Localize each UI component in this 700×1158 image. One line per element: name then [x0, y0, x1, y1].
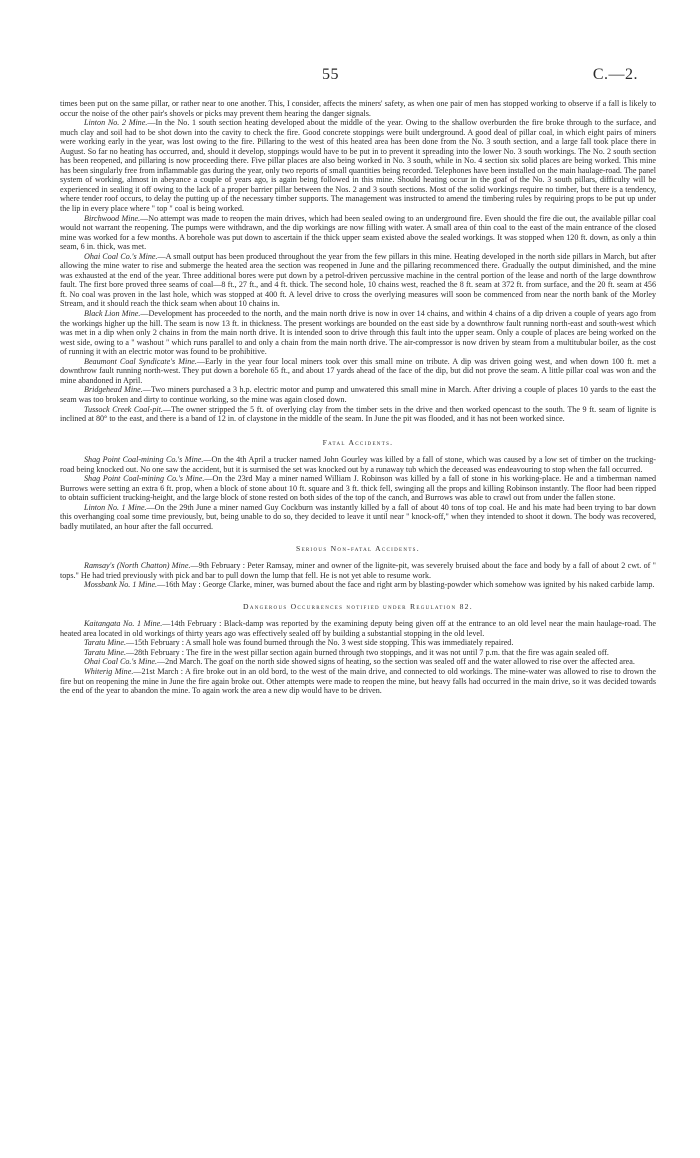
occurrence-paragraph: [60, 667, 656, 696]
accident-paragraph: [60, 455, 656, 474]
mine-paragraph-bridgehead: [60, 385, 656, 404]
mine-paragraph-linton-2: [60, 118, 656, 213]
paragraph-text: —16th May : George Clarke, miner, was burned about the face and right arm by blasting-powder which somehow was ignited by his naked carbide lamp.: [157, 580, 655, 590]
mine-paragraph-birchwood: [60, 214, 656, 252]
occurrence-paragraph: [60, 648, 656, 658]
page-header: [0, 66, 700, 90]
occurrence-paragraph: [60, 638, 656, 648]
paragraph-text: —On the 4th April a trucker named John Gourley was killed by a fall of stone, which was caused by a low set of timber on the trucking-road being knocked out. No one saw the accident, but it is surmised the set was knocked out by a runaway tub which the deceased was endeavouring to stop when the fall occurred.: [60, 455, 656, 474]
paragraph-text: —14th February : Black-damp was reported by the examining deputy being given off at the entrance to an old level near the main haulage-road. The heated area located in old workings of thirty years ago was effectively sealed off by building a substantial stopping in the old level.: [60, 619, 656, 638]
paragraph-text: —15th February : A small hole was found burned through the No. 3 west side stopping. This was immediately repaired.: [125, 638, 514, 648]
mine-name: Tussock Creek Coal-pit.: [84, 404, 163, 414]
opening-paragraph: times been put on the same pillar, or rather near to one another. This, I consider, affects the miners' safety, as when one pair of men has stopped working to observe if a fall is likely to occur the noise of the other pair's shovels or picks may prevent them hearing the danger signals.: [60, 99, 656, 118]
mine-name: Taratu Mine.: [84, 647, 126, 657]
accident-paragraph: [60, 580, 656, 590]
page-number: 55: [322, 66, 339, 83]
mine-name: Black Lion Mine.: [84, 309, 141, 319]
mine-name: Shag Point Coal-mining Co.'s Mine.: [84, 474, 205, 484]
paragraph-text: —The owner stripped the 5 ft. of overlying clay from the timber sets in the drive and then worked opencast to the south. The 9 ft. seam of lignite is inclined at 80° to the east, and there is a band of 12 in. of claystone in the middle of the seam. In June the pit was flooded, and it has not been worked since.: [60, 404, 656, 424]
occurrence-paragraph: [60, 657, 656, 667]
mine-name: Linton No. 1 Mine.: [84, 502, 147, 512]
section-heading-serious-accidents: Serious Non-fatal Accidents.: [296, 543, 420, 553]
mine-name: Linton No. 2 Mine.: [84, 118, 148, 128]
mine-name: Kaitangata No. 1 Mine.: [84, 619, 163, 629]
paragraph-text: —Two miners purchased a 3 h.p. electric motor and pump and unwatered this small mine in March. After driving a couple of places 10 yards to the east the seam was too broken and dirty to continue working, so the mine was again closed down.: [60, 385, 656, 404]
section-heading-fatal-accidents: Fatal Accidents.: [322, 437, 394, 447]
mine-name: Beaumont Coal Syndicate's Mine.: [84, 356, 197, 366]
mine-paragraph-tussock-creek: [60, 405, 656, 424]
paragraph-text: —28th February : The fire in the west pillar section again burned through two stoppings, and it was not until 7 p.m. that the fire was again sealed off.: [125, 647, 609, 657]
mine-name: Ramsay's (North Chatton) Mine.: [84, 561, 191, 571]
report-body: [60, 99, 656, 696]
accident-paragraph: [60, 474, 656, 503]
section-code: C.—2.: [592, 66, 638, 83]
paragraph-text: —21st March : A fire broke out in an old bord, to the west of the main drive, and connected to old workings. The mine-water was allowed to rise to drown the fire but on reopening the mine in June the fire again broke out. Other attempts were made to reopen the mine, but heavy falls had occurred in the main drive, so it was decided towards the end of the year to abandon the mine. To again work the area a new dip would have to be driven.: [60, 666, 656, 696]
mine-name: Ohai Coal Co.'s Mine.: [84, 251, 158, 261]
occurrence-paragraph: [60, 619, 656, 638]
mine-name: Birchwood Mine.: [84, 213, 141, 223]
mine-name: Shag Point Coal-mining Co.'s Mine.: [84, 455, 204, 465]
paragraph-text: —A small output has been produced throughout the year from the few pillars in this mine. Heating developed in the north side pillars in March, but after allowing the mine water to rise and submerge the heated area the section was reopened in June and the pillaring recommenced there. Gradually the output diminished, and the mine was exhausted at the end of the year. Three additional bores were put down by a petrol-driven percussive machine in the central portion of the lease and north of the large downthrow fault. The first bore proved three seams of coal—8 ft., 27 ft., and 4 ft. thick. The second hole, 10 chains west, reached the 8 ft. seam at 372 ft. from surface, and the 20 ft. seam at 456 ft. No coal was proven in the last hole, which was stopped at 400 ft. A level drive to cross the overlying measures will soon be commenced from near the north bank of the Morley Stream, and it should reach the thick seam when about 10 chains in.: [60, 251, 656, 309]
mine-paragraph-beaumont: [60, 357, 656, 386]
section-heading-dangerous-occurrences: Dangerous Occurrences notified under Regulation 82.: [243, 601, 473, 611]
paragraph-text: —9th February : Peter Ramsay, miner and owner of the lignite-pit, was severely bruised about the face and body by a fall of about 2 cwt. of " tops." He had tried previously with pick and bar to pull down the lump that fell. He is not yet able to resume work.: [60, 561, 656, 580]
paragraph-text: —2nd March. The goaf on the north side showed signs of heating, so the section was sealed off and the water allowed to rise over the affected area.: [157, 657, 635, 667]
paragraph-text: —No attempt was made to reopen the main drives, which had been sealed owing to an underground fire. Even should the fire die out, the available pillar coal would not warrant the reopening. The pumps were withdrawn, and the dip workings are now filling with water. A small area of thin coal to the east of the main entrance of the closed mine was worked for a few months. A borehole was put down to ascertain if the thick upper seam existed above the sealed workings. It was stopped when 120 ft. down, as only a thin seam, 6 in. thick, was met.: [60, 213, 656, 252]
paragraph-text: —On the 23rd May a miner named William J. Robinson was killed by a fall of stone in his working-place. He and a timberman named Burrows were setting an extra 6 ft. prop, when a block of stone about 10 ft. square and 3 ft. thick fell, swinging all the props and killing Robinson instantly. The floor had been ripped to obtain sufficient trucking-height, and the large block of stone rested on both sides of the top of the canch, and Burrows was able to crawl out from under the fallen stone.: [60, 474, 656, 503]
paragraph-text: —Development has proceeded to the north, and the main north drive is now in over 14 chains, and within 4 chains of a dip driven a couple of years ago from the workings higher up the hill. The seam is now 13 ft. in thickness. The present workings are bounded on the east side by a downthrow fault running north-east and south-west which was met in a dip when only 2 chains in from the main north drive. It is intended soon to drive through this fault into the upper seam. Only a couple of places are being worked on the west side, owing to a " washout " which runs parallel to and only a chain from the main north drive. The air-compressor is now driven by steam from a multitubular boiler, as the cost of running it with an electric motor was found to be prohibitive.: [60, 309, 656, 357]
mine-name: Taratu Mine.: [84, 638, 126, 648]
paragraph-text: —Early in the year four local miners took over this small mine on tribute. A dip was driven going west, and when down 100 ft. met a downthrow fault running north-west. They put down a borehole 65 ft., and about 17 yards ahead of the face of the dip, but did not prove the seam. A little pillar coal was won and the mine abandoned in April.: [60, 356, 656, 385]
accident-paragraph: [60, 503, 656, 532]
mine-paragraph-black-lion: [60, 309, 656, 357]
paragraph-text: —In the No. 1 south section heating developed about the middle of the year. Owing to the shallow overburden the fire broke through to the surface, and much clay and soil had to be shot down into the cavity to check the fire. Good concrete stoppings were built underground. A good deal of pillar coal, in which eight pairs of miners were working early in the year, was lost owing to the fire. Pillaring to the west of this heated area has been done from the No. 3 south section, and a large fall took place there in August. So far no heating has occurred, and, should it develop, stoppings would have to be put in to prevent it spreading into the lower No. 3 south workings. The No. 2 south section has been reopened, and pillaring is now proceeding there. Five pillar places are also being worked in No. 3 south, while in No. 4 section six solid places are being worked. This mine has been singularly free from inflammable gas during the year, only two reports of small quantities being recorded. Telephones have been installed on the main haulage-road. The panel system of working, almost in abeyance a couple of years ago, is again being followed in this mine. Should heating occur in the goaf of the No. 3 south pillars, difficulty will be experienced in sealing it off owing to the lack of a proper barrier pillar between the Nos. 2 and 3 south sections. Most of the solid workings require no timber, but there is a tendency, where tender roof occurs, to delay the putting up of the necessary timber supports. The management was instructed to amend the timbering rules by requiring props to be put up under the lip in every place where " top " coal is being worked.: [60, 118, 656, 214]
mine-name: Whiterig Mine.: [84, 666, 134, 676]
accident-paragraph: [60, 561, 656, 580]
mine-name: Bridgehead Mine.: [84, 385, 143, 395]
mine-name: Mossbank No. 1 Mine.: [84, 580, 158, 590]
mine-paragraph-ohai: [60, 252, 656, 309]
paragraph-text: —On the 29th June a miner named Guy Cockburn was instantly killed by a fall of about 40 tons of top coal. He and his mate had been trying to bar down this overhanging coal some time previously, but, being unable to do so, they decided to leave it until near " knock-off," when they intended to shoot it down. The body was recovered, badly mutilated, an hour after the fall occurred.: [60, 502, 656, 531]
mine-name: Ohai Coal Co.'s Mine.: [84, 657, 158, 667]
